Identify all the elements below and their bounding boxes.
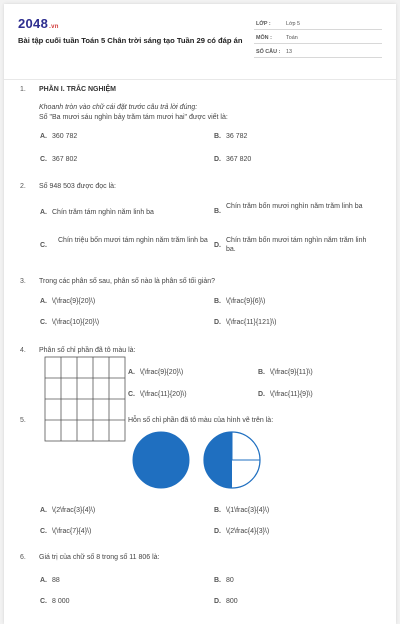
logo-text: 2048 — [18, 16, 49, 31]
option-text: Chín triệu bốn mươi tám nghìn năm trăm linh ba — [58, 237, 208, 244]
option-letter: A. — [40, 577, 47, 584]
meta-key: SỐ CÂU : — [256, 49, 281, 55]
option-letter: A. — [40, 209, 47, 216]
meta-row-count — [254, 46, 382, 58]
option-letter: B. — [214, 577, 221, 584]
option-letter: B. — [214, 298, 221, 305]
option-letter: C. — [40, 242, 47, 249]
option-text: 88 — [52, 577, 60, 584]
option-text: \(1\frac{3}{4}\) — [226, 507, 270, 514]
option-letter: C. — [128, 391, 135, 398]
option-text: \(\frac{10}{20}\) — [52, 319, 100, 326]
option-text: \(\frac{9}{20}\) — [140, 369, 184, 376]
meta-key: LỚP : — [256, 21, 271, 27]
option-letter: A. — [40, 507, 47, 514]
logo-suffix: .vn — [49, 24, 59, 30]
option-letter: D. — [214, 528, 221, 535]
meta-value: Lớp 5 — [286, 21, 301, 27]
option-text: 36 782 — [226, 133, 248, 140]
option-text: 360 782 — [52, 133, 78, 140]
section-title: PHẦN I. TRẮC NGHIỆM — [39, 86, 116, 93]
q5-text: Hỗn số chỉ phần đã tô màu của hình vẽ trên là: — [128, 417, 274, 424]
q4-text: Phân số chỉ phần đã tô màu là: — [39, 347, 136, 354]
option-text: \(\frac{7}{4}\) — [52, 528, 92, 535]
meta-row-class — [254, 18, 382, 30]
option-letter: D. — [214, 156, 221, 163]
q4-number: 4. — [20, 347, 26, 354]
option-text: 800 — [226, 598, 238, 605]
meta-value: Toán — [286, 35, 298, 41]
option-letter: D. — [214, 319, 221, 326]
option-text: 367 820 — [226, 156, 252, 163]
section-number: 1. — [20, 86, 26, 93]
meta-row-subject — [254, 32, 382, 44]
q2-number: 2. — [20, 183, 26, 190]
option-letter: D. — [258, 391, 265, 398]
option-text: 367 802 — [52, 156, 78, 163]
option-text: 80 — [226, 577, 234, 584]
option-text: 8 000 — [52, 598, 70, 605]
option-letter: B. — [258, 369, 265, 376]
meta-value: 13 — [286, 49, 292, 55]
option-text: \(\frac{11}{121}\) — [226, 319, 277, 326]
q6-text: Giá trị của chữ số 8 trong số 11 806 là: — [39, 554, 160, 561]
option-letter: B. — [214, 208, 221, 215]
option-text: \(\frac{11}{20}\) — [140, 391, 187, 398]
worksheet-page — [4, 4, 396, 624]
option-text: Chín trăm bốn mươi nghìn năm trăm linh ba — [226, 203, 363, 210]
option-text: Chín trăm bốn mươi tám nghìn năm trăm linh ba. — [226, 237, 367, 253]
q3-number: 3. — [20, 278, 26, 285]
instruction-text: Khoanh tròn vào chữ cái đặt trước câu trả lời đúng: — [39, 104, 198, 111]
meta-key: MÔN : — [256, 35, 272, 41]
q1-text: Số "Ba mươi sáu nghìn bảy trăm tám mươi hai" được viết là: — [39, 114, 228, 121]
option-letter: C. — [40, 528, 47, 535]
q3-text: Trong các phân số sau, phân số nào là phân số tối giản? — [39, 278, 216, 285]
fraction-grid-figure — [44, 356, 126, 442]
q6-number: 6. — [20, 554, 26, 561]
option-letter: B. — [214, 507, 221, 514]
option-letter: A. — [40, 298, 47, 305]
document-title: Bài tập cuối tuần Toán 5 Chân trời sáng tạo Tuần 29 có đáp án — [18, 36, 243, 45]
option-text: Chín trăm tám nghìn năm linh ba — [52, 209, 154, 216]
option-letter: B. — [214, 133, 221, 140]
option-text: \(2\frac{4}{3}\) — [226, 528, 270, 535]
option-letter: D. — [214, 242, 221, 249]
option-text: \(\frac{11}{9}\) — [270, 391, 313, 398]
option-text: \(2\frac{3}{4}\) — [52, 507, 96, 514]
option-letter: C. — [40, 156, 47, 163]
option-text: \(\frac{9}{20}\) — [52, 298, 96, 305]
option-letter: C. — [40, 598, 47, 605]
q5-number: 5. — [20, 417, 26, 424]
page-header — [4, 4, 396, 80]
q2-text: Số 948 503 được đọc là: — [39, 183, 116, 190]
option-letter: D. — [214, 598, 221, 605]
option-letter: A. — [40, 133, 47, 140]
option-letter: C. — [40, 319, 47, 326]
site-logo[interactable] — [18, 16, 59, 31]
option-text: \(\frac{9}{6}\) — [226, 298, 266, 305]
option-text: \(\frac{9}{11}\) — [270, 369, 313, 376]
mixed-number-circles-figure — [132, 430, 262, 492]
option-letter: A. — [128, 369, 135, 376]
